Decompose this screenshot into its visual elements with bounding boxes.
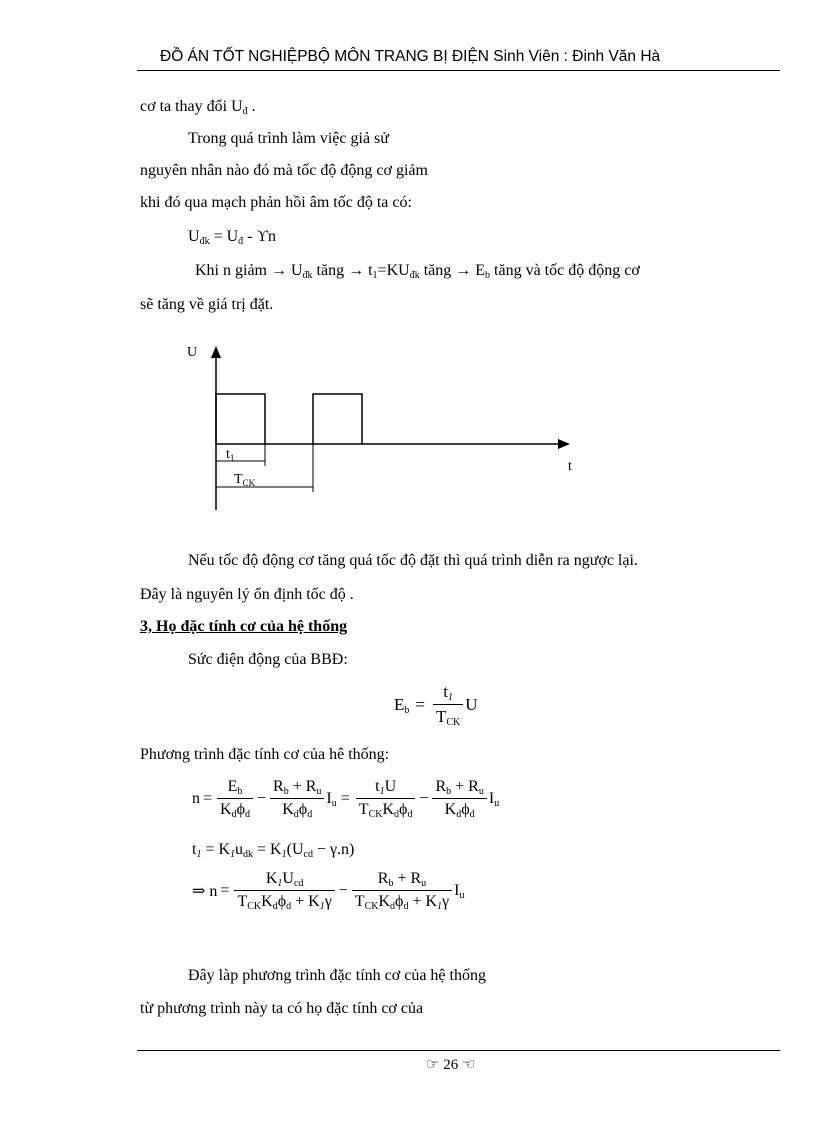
y-axis-label: U (187, 345, 198, 360)
text-line-se: sẽ tăng về giá trị đặt. (140, 296, 274, 313)
equation-eb: $E_b$ = $\frac{t_1}{T_{CK}}$ U (394, 682, 478, 728)
section-heading: 3, Họ đặc tính cơ của hệ thống (140, 618, 348, 635)
text-line-khi: Khi n giảm → $U_{đk}$ tăng → $t_1=KU_{đk}$ tăng → $E_b$ tăng và tốc độ động cơ (195, 262, 640, 281)
text-line-1: cơ ta thay đổi $U_đ$ . (140, 98, 256, 117)
x-axis-arrow-icon (558, 439, 570, 449)
footer-rule (137, 1050, 780, 1051)
y-axis-arrow-icon (211, 346, 221, 358)
equation-n: n = $\frac{E_b}{K_d\phi_d}$ − $\frac{R_b + R_u}{K_d\phi_d}$ $I_u$ = $\frac{t_1U}{T_{CK}K_d\phi_d}$ − $\frac{R_b + R_u}{K_d\phi_d}$ $I_u$ (192, 778, 500, 820)
text-line-4: khi đó qua mạch phản hồi âm tốc độ ta có: (140, 194, 412, 211)
t1-label: $t_1$ (226, 447, 235, 463)
equation-udk: $U_{đk} = U_đ - ϒn$ (188, 228, 277, 247)
text-line-3: nguyên nhân nào đó mà tốc độ động cơ giảm (140, 162, 428, 179)
text-final-line1: Đây làp phương trình đặc tính cơ của hệ thống (188, 967, 486, 984)
pointing-hand-right-icon: ☜ (461, 1057, 476, 1073)
header-rule (137, 70, 780, 71)
equation-t1: $t_1 = K_1u_{dk} = K_1(U_{cd} - \gamma.n)$ (192, 841, 355, 860)
text-sdd-line: Sức điện động của BBĐ: (188, 651, 348, 668)
pulse-2 (313, 394, 362, 444)
pulse-waveform-graph (170, 340, 590, 520)
pulse-1 (216, 394, 265, 444)
equation-n-final: ⇒ n = $\frac{K_1U_{cd}}{T_{CK}K_d\phi_d + K_1\gamma}$ − $\frac{R_b + R_u}{T_{CK}K_d\phi_d + K_1\gamma}$ $I_u$ (192, 870, 465, 912)
page-number: ☞ 26 ☜ (426, 1057, 476, 1073)
text-pt-line: Phương trình đặc tính cơ của hê thống: (140, 746, 390, 763)
page-header: ĐỒ ÁN TỐT NGHIỆPBỘ MÔN TRANG BỊ ĐIỆN Sinh Viên : Đinh Văn Hà (160, 48, 661, 65)
pointing-hand-left-icon: ☞ (426, 1057, 440, 1073)
tck-label: $T_{CK}$ (234, 472, 256, 488)
text-line-2: Trong quá trình làm việc giả sử (188, 130, 389, 147)
text-final-line2: từ phương trình này ta có họ đặc tính cơ của (140, 1000, 424, 1017)
text-para2-line1: Nếu tốc độ động cơ tăng quá tốc độ đặt thì quá trình diễn ra ngược lại. (188, 552, 638, 569)
x-axis-label: t (568, 459, 572, 474)
text-para2-line2: Đây là nguyên lý ổn định tốc độ . (140, 586, 354, 603)
